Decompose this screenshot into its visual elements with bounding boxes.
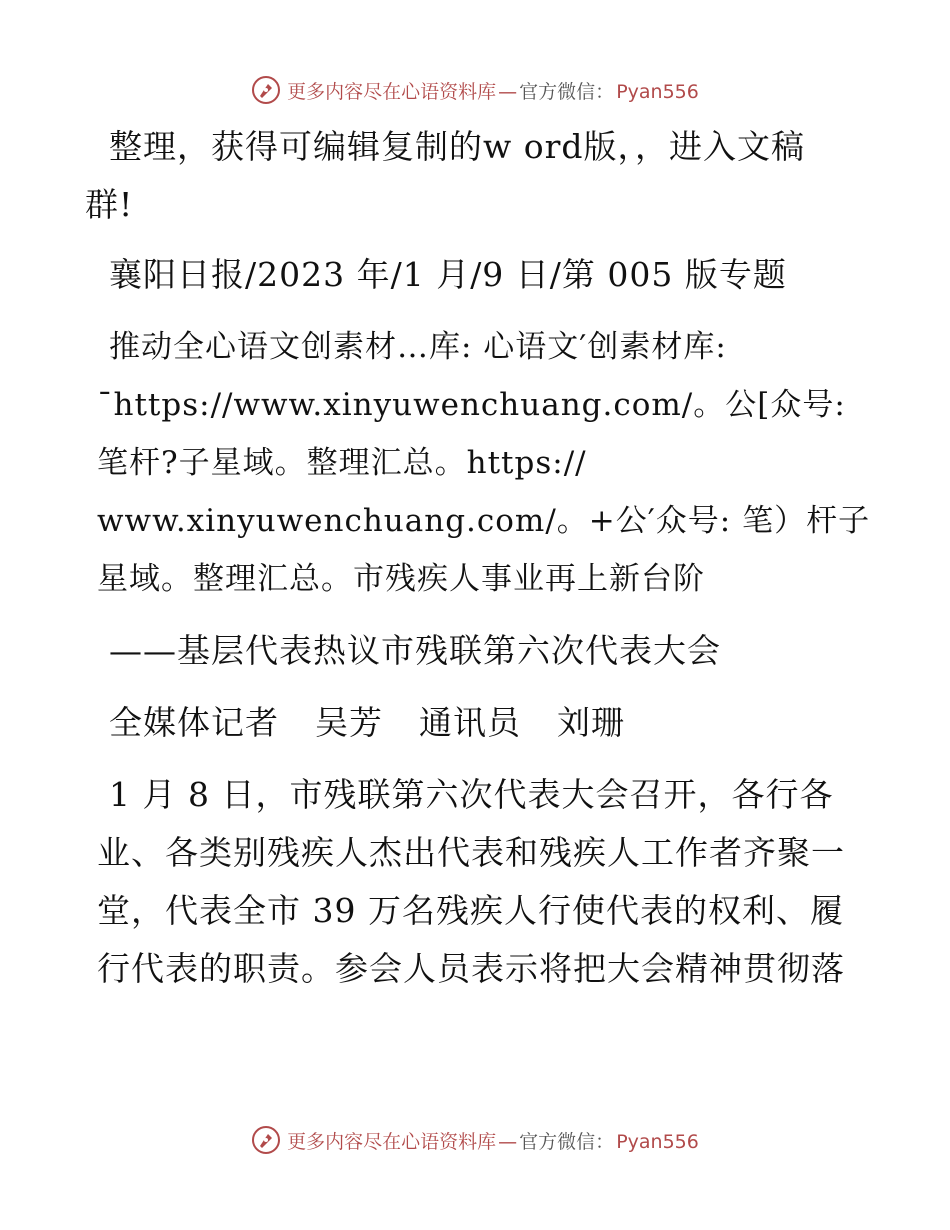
article-subtitle: ——基层代表热议市残联第六次代表大会 bbox=[109, 631, 721, 670]
pen-nib-logo-icon bbox=[251, 1125, 281, 1155]
byline bbox=[97, 694, 857, 752]
promo-line-1: 推动全心语文创素材…库: 心语文′创素材库: bbox=[109, 329, 727, 365]
watermark-label: 官方微信： bbox=[519, 80, 615, 103]
body-line-4: 行代表的职责。参会人员表示将把大会精神贯彻落 bbox=[97, 949, 845, 988]
intro-line-1: 整理，获得可编辑复制的w ord版，，进入文稿 bbox=[109, 127, 806, 166]
promo-line-5: 星域。整理汇总。市残疾人事业再上新台阶 bbox=[97, 561, 705, 597]
watermark-separator: — bbox=[498, 80, 518, 103]
header-watermark bbox=[0, 70, 950, 110]
byline-role-reporter: 全媒体记者 bbox=[109, 703, 279, 742]
watermark-separator: — bbox=[498, 1130, 518, 1153]
byline-role-correspondent: 通讯员 bbox=[419, 703, 521, 742]
promo-line-2: ¯https://www.xinyuwenchuang.com/。公[众号: bbox=[97, 387, 846, 423]
watermark-account: Pyan556 bbox=[616, 80, 699, 103]
footer-watermark bbox=[0, 1120, 950, 1160]
watermark-text bbox=[287, 77, 699, 104]
watermark-label: 官方微信： bbox=[519, 1130, 615, 1153]
body-line-2: 业、各类别残疾人杰出代表和残疾人工作者齐聚一 bbox=[97, 833, 845, 872]
body-paragraph bbox=[97, 766, 857, 998]
pen-nib-logo-icon bbox=[251, 75, 281, 105]
body-line-1: 1 月 8 日，市残联第六次代表大会召开，各行各 bbox=[109, 775, 834, 814]
document-body bbox=[85, 118, 871, 1012]
promo-line-3: 笔杆?子星域。整理汇总。https:// bbox=[97, 445, 587, 481]
watermark-main-text: 更多内容尽在心语资料库 bbox=[287, 1130, 497, 1153]
promo-line-4: www.xinyuwenchuang.com/。+公′众号: 笔）杆子 bbox=[97, 503, 871, 539]
byline-name-correspondent: 刘珊 bbox=[557, 703, 625, 742]
source-line: 襄阳日报/2023 年/1 月/9 日/第 005 版专题 bbox=[109, 255, 787, 294]
intro-line-2: 群! bbox=[85, 185, 134, 224]
promo-paragraph bbox=[97, 318, 871, 608]
watermark-text bbox=[287, 1127, 699, 1154]
watermark-main-text: 更多内容尽在心语资料库 bbox=[287, 80, 497, 103]
watermark-account: Pyan556 bbox=[616, 1130, 699, 1153]
intro-paragraph bbox=[85, 118, 857, 234]
byline-name-reporter: 吴芳 bbox=[315, 703, 383, 742]
body-line-3: 堂，代表全市 39 万名残疾人行使代表的权利、履 bbox=[97, 891, 844, 930]
